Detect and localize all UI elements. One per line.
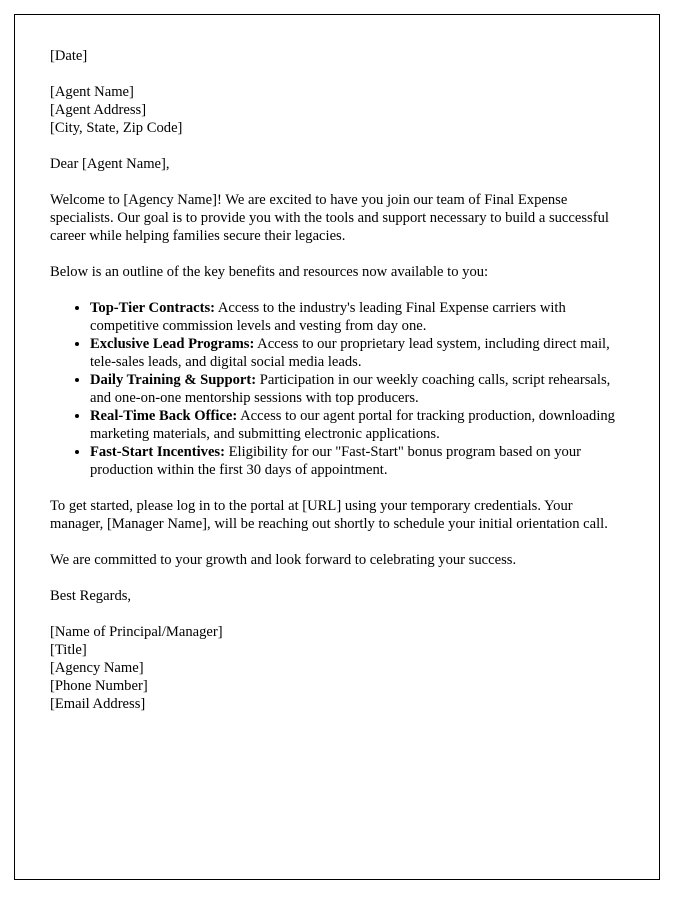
benefit-title: Exclusive Lead Programs:	[90, 336, 255, 352]
outline-intro-paragraph: Below is an outline of the key benefits and resources now available to you:	[50, 264, 489, 280]
benefit-item-real-time-back-office	[90, 407, 629, 443]
get-started-paragraph: To get started, please log in to the portal at [URL] using your temporary credentials. Your manager, [Manager Name], will be reaching out shortly to schedule your initial orientation call.	[50, 498, 608, 532]
date-block	[50, 47, 629, 65]
welcome-paragraph-block	[50, 191, 629, 245]
salutation-block	[50, 155, 629, 173]
salutation: Dear [Agent Name],	[50, 156, 170, 172]
benefit-title: Real-Time Back Office:	[90, 408, 238, 424]
benefit-item-exclusive-lead-programs	[90, 335, 629, 371]
benefit-text: Eligibility for our "Fast-Start" bonus program based on your production within the first 30 days of appointment.	[90, 444, 582, 478]
letter-page	[14, 14, 660, 880]
recipient-address-block	[50, 83, 629, 137]
signature-phone-line: [Phone Number]	[50, 678, 148, 694]
benefit-item-top-tier-contracts	[90, 299, 629, 335]
signature-email-line: [Email Address]	[50, 696, 146, 712]
benefit-text: Participation in our weekly coaching calls, script rehearsals, and one-on-one mentorship sessions with top producers.	[90, 372, 611, 406]
recipient-name-line: [Agent Name]	[50, 84, 134, 100]
outline-intro-block	[50, 263, 629, 281]
benefit-title: Fast-Start Incentives:	[90, 444, 225, 460]
benefit-title: Daily Training & Support:	[90, 372, 257, 388]
benefits-list	[50, 299, 629, 479]
recipient-city-line: [City, State, Zip Code]	[50, 120, 183, 136]
recipient-address-line: [Agent Address]	[50, 102, 147, 118]
commitment-paragraph-block	[50, 551, 629, 569]
welcome-paragraph: Welcome to [Agency Name]! We are excited to have you join our team of Final Expense specialists. Our goal is to provide you with the tools and support necessary to build a successful career while helping families secure their legacies.	[50, 192, 609, 244]
benefit-item-fast-start-incentives	[90, 443, 629, 479]
signature-title-line: [Title]	[50, 642, 87, 658]
closing-line: Best Regards,	[50, 588, 132, 604]
signature-agency-line: [Agency Name]	[50, 660, 144, 676]
benefit-text: Access to our agent portal for tracking production, downloading marketing materials, and submitting electronic applications.	[90, 408, 615, 442]
benefit-item-daily-training-support	[90, 371, 629, 407]
signature-block	[50, 623, 629, 713]
get-started-paragraph-block	[50, 497, 629, 533]
date-line: [Date]	[50, 48, 88, 64]
commitment-paragraph: We are committed to your growth and look forward to celebrating your success.	[50, 552, 517, 568]
benefit-title: Top-Tier Contracts:	[90, 300, 215, 316]
closing-block	[50, 587, 629, 605]
benefit-text: Access to the industry's leading Final Expense carriers with competitive commission levels and vesting from day one.	[90, 300, 566, 334]
benefit-text: Access to our proprietary lead system, including direct mail, tele-sales leads, and digital social media leads.	[90, 336, 610, 370]
signature-name-line: [Name of Principal/Manager]	[50, 624, 223, 640]
